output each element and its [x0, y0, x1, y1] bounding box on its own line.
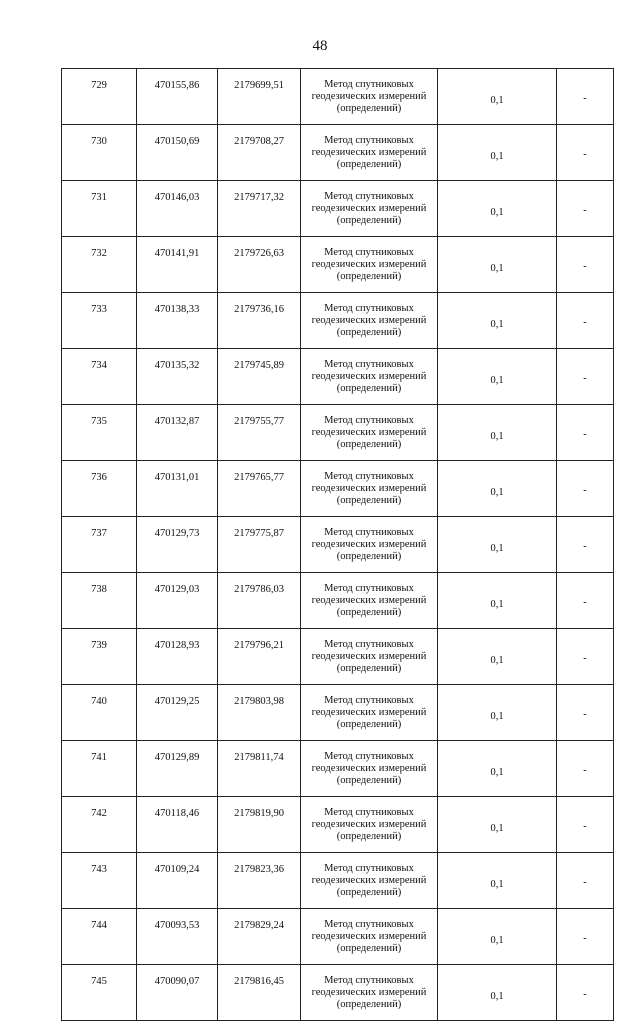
table-row	[62, 517, 614, 573]
point-number-cell: 736	[62, 461, 137, 517]
y-coordinate-cell: 2179796,21	[218, 629, 301, 685]
point-number-cell: 741	[62, 741, 137, 797]
method-cell: Метод спутниковых геодезических измерений (определений)	[301, 181, 438, 237]
extra-cell: -	[557, 349, 614, 405]
method-cell: Метод спутниковых геодезических измерений (определений)	[301, 909, 438, 965]
x-coordinate-cell: 470135,32	[137, 349, 218, 405]
method-cell: Метод спутниковых геодезических измерений (определений)	[301, 349, 438, 405]
accuracy-cell: 0,1	[438, 517, 557, 573]
point-number-cell: 735	[62, 405, 137, 461]
x-coordinate-cell: 470138,33	[137, 293, 218, 349]
x-coordinate-cell: 470090,07	[137, 965, 218, 1021]
y-coordinate-cell: 2179755,77	[218, 405, 301, 461]
extra-cell: -	[557, 181, 614, 237]
table-row	[62, 461, 614, 517]
method-cell: Метод спутниковых геодезических измерений (определений)	[301, 685, 438, 741]
accuracy-cell: 0,1	[438, 629, 557, 685]
accuracy-cell: 0,1	[438, 349, 557, 405]
x-coordinate-cell: 470146,03	[137, 181, 218, 237]
accuracy-cell: 0,1	[438, 797, 557, 853]
table-row	[62, 181, 614, 237]
accuracy-cell: 0,1	[438, 853, 557, 909]
accuracy-cell: 0,1	[438, 405, 557, 461]
point-number-cell: 742	[62, 797, 137, 853]
x-coordinate-cell: 470131,01	[137, 461, 218, 517]
x-coordinate-cell: 470141,91	[137, 237, 218, 293]
y-coordinate-cell: 2179803,98	[218, 685, 301, 741]
table-row	[62, 797, 614, 853]
x-coordinate-cell: 470129,89	[137, 741, 218, 797]
x-coordinate-cell: 470118,46	[137, 797, 218, 853]
y-coordinate-cell: 2179765,77	[218, 461, 301, 517]
coordinates-table-body	[62, 69, 614, 1021]
extra-cell: -	[557, 965, 614, 1021]
y-coordinate-cell: 2179736,16	[218, 293, 301, 349]
table-row	[62, 125, 614, 181]
y-coordinate-cell: 2179717,32	[218, 181, 301, 237]
y-coordinate-cell: 2179786,03	[218, 573, 301, 629]
table-row	[62, 69, 614, 125]
table-row	[62, 965, 614, 1021]
point-number-cell: 733	[62, 293, 137, 349]
y-coordinate-cell: 2179823,36	[218, 853, 301, 909]
accuracy-cell: 0,1	[438, 69, 557, 125]
accuracy-cell: 0,1	[438, 965, 557, 1021]
y-coordinate-cell: 2179816,45	[218, 965, 301, 1021]
x-coordinate-cell: 470128,93	[137, 629, 218, 685]
extra-cell: -	[557, 629, 614, 685]
accuracy-cell: 0,1	[438, 125, 557, 181]
extra-cell: -	[557, 405, 614, 461]
extra-cell: -	[557, 741, 614, 797]
point-number-cell: 740	[62, 685, 137, 741]
table-row	[62, 349, 614, 405]
y-coordinate-cell: 2179811,74	[218, 741, 301, 797]
extra-cell: -	[557, 517, 614, 573]
method-cell: Метод спутниковых геодезических измерений (определений)	[301, 405, 438, 461]
method-cell: Метод спутниковых геодезических измерений (определений)	[301, 237, 438, 293]
table-row	[62, 741, 614, 797]
x-coordinate-cell: 470129,03	[137, 573, 218, 629]
point-number-cell: 739	[62, 629, 137, 685]
point-number-cell: 744	[62, 909, 137, 965]
accuracy-cell: 0,1	[438, 461, 557, 517]
accuracy-cell: 0,1	[438, 909, 557, 965]
point-number-cell: 729	[62, 69, 137, 125]
method-cell: Метод спутниковых геодезических измерений (определений)	[301, 741, 438, 797]
coordinates-table	[61, 68, 614, 1021]
y-coordinate-cell: 2179708,27	[218, 125, 301, 181]
x-coordinate-cell: 470155,86	[137, 69, 218, 125]
point-number-cell: 743	[62, 853, 137, 909]
extra-cell: -	[557, 909, 614, 965]
accuracy-cell: 0,1	[438, 741, 557, 797]
point-number-cell: 734	[62, 349, 137, 405]
accuracy-cell: 0,1	[438, 573, 557, 629]
point-number-cell: 737	[62, 517, 137, 573]
accuracy-cell: 0,1	[438, 181, 557, 237]
extra-cell: -	[557, 69, 614, 125]
y-coordinate-cell: 2179829,24	[218, 909, 301, 965]
x-coordinate-cell: 470109,24	[137, 853, 218, 909]
x-coordinate-cell: 470129,25	[137, 685, 218, 741]
y-coordinate-cell: 2179726,63	[218, 237, 301, 293]
extra-cell: -	[557, 125, 614, 181]
x-coordinate-cell: 470132,87	[137, 405, 218, 461]
table-row	[62, 685, 614, 741]
extra-cell: -	[557, 853, 614, 909]
extra-cell: -	[557, 573, 614, 629]
table-row	[62, 629, 614, 685]
page-number: 48	[312, 38, 328, 54]
extra-cell: -	[557, 461, 614, 517]
x-coordinate-cell: 470150,69	[137, 125, 218, 181]
point-number-cell: 738	[62, 573, 137, 629]
point-number-cell: 745	[62, 965, 137, 1021]
method-cell: Метод спутниковых геодезических измерений (определений)	[301, 629, 438, 685]
method-cell: Метод спутниковых геодезических измерений (определений)	[301, 293, 438, 349]
point-number-cell: 732	[62, 237, 137, 293]
extra-cell: -	[557, 293, 614, 349]
y-coordinate-cell: 2179775,87	[218, 517, 301, 573]
method-cell: Метод спутниковых геодезических измерений (определений)	[301, 797, 438, 853]
point-number-cell: 730	[62, 125, 137, 181]
table-row	[62, 293, 614, 349]
table-row	[62, 405, 614, 461]
extra-cell: -	[557, 237, 614, 293]
method-cell: Метод спутниковых геодезических измерений (определений)	[301, 573, 438, 629]
extra-cell: -	[557, 685, 614, 741]
accuracy-cell: 0,1	[438, 293, 557, 349]
x-coordinate-cell: 470129,73	[137, 517, 218, 573]
point-number-cell: 731	[62, 181, 137, 237]
accuracy-cell: 0,1	[438, 237, 557, 293]
table-row	[62, 909, 614, 965]
method-cell: Метод спутниковых геодезических измерений (определений)	[301, 965, 438, 1021]
extra-cell: -	[557, 797, 614, 853]
method-cell: Метод спутниковых геодезических измерений (определений)	[301, 853, 438, 909]
table-row	[62, 853, 614, 909]
method-cell: Метод спутниковых геодезических измерений (определений)	[301, 69, 438, 125]
table-row	[62, 573, 614, 629]
accuracy-cell: 0,1	[438, 685, 557, 741]
method-cell: Метод спутниковых геодезических измерений (определений)	[301, 517, 438, 573]
y-coordinate-cell: 2179699,51	[218, 69, 301, 125]
x-coordinate-cell: 470093,53	[137, 909, 218, 965]
y-coordinate-cell: 2179819,90	[218, 797, 301, 853]
table-row	[62, 237, 614, 293]
method-cell: Метод спутниковых геодезических измерений (определений)	[301, 461, 438, 517]
method-cell: Метод спутниковых геодезических измерений (определений)	[301, 125, 438, 181]
y-coordinate-cell: 2179745,89	[218, 349, 301, 405]
